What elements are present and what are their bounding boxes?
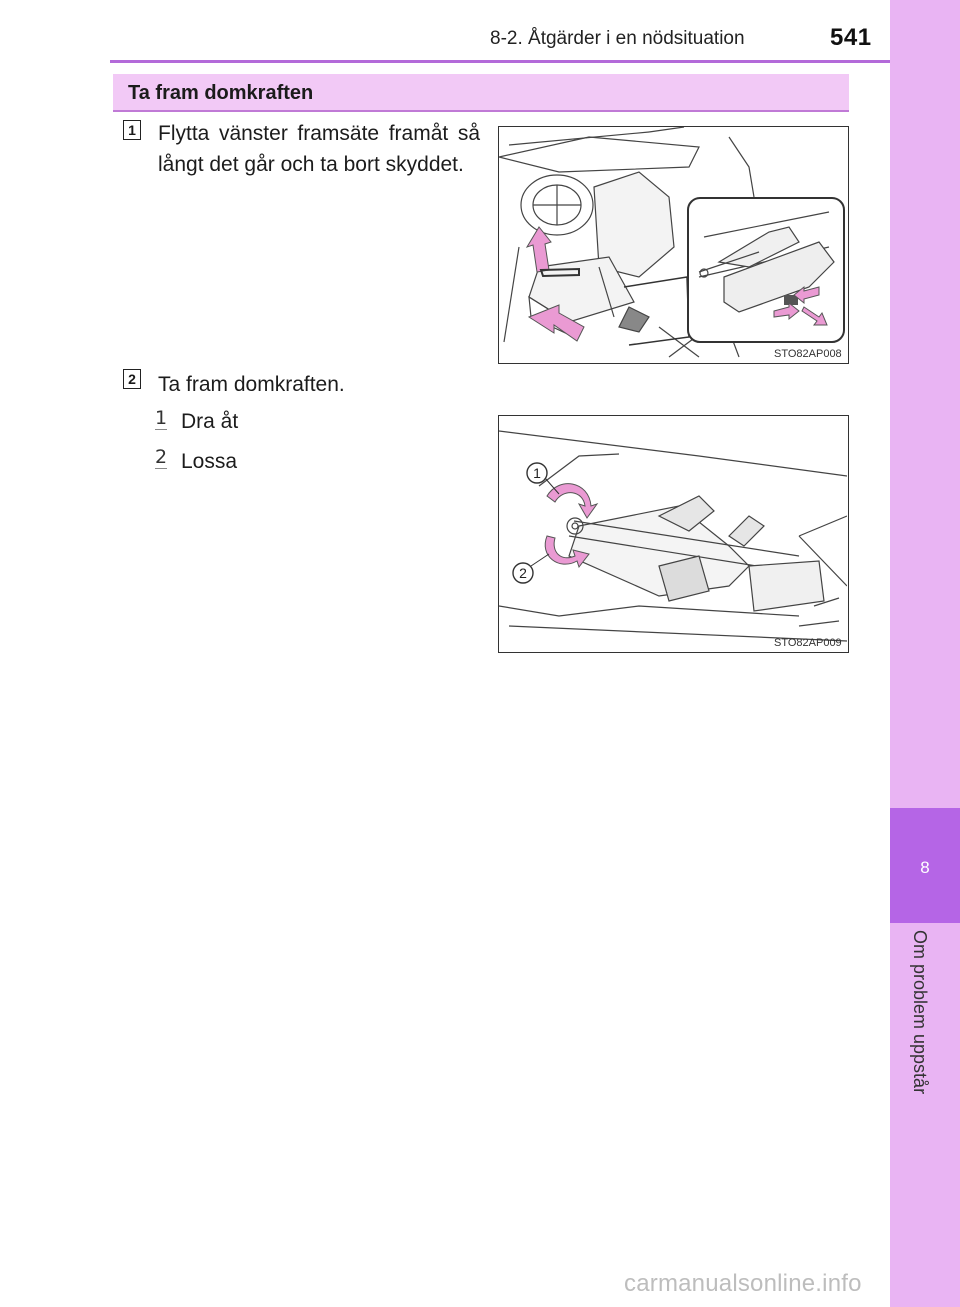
chapter-number: 8 xyxy=(920,858,930,877)
illustration-code-1: STO82AP008 xyxy=(774,348,842,360)
illustration-seat-cover xyxy=(498,126,849,364)
watermark: carmanualsonline.info xyxy=(624,1270,862,1297)
step-text-2: Ta fram domkraften. xyxy=(158,373,345,396)
header-section-title: 8-2. Åtgärder i en nödsituation xyxy=(490,28,745,49)
chapter-title: Om problem uppstår xyxy=(910,930,930,1095)
substep-text-1: Dra åt xyxy=(181,410,239,433)
section-banner xyxy=(113,74,849,112)
callout-tighten: 1 xyxy=(533,465,541,481)
substep-marker-1: 1 xyxy=(155,407,168,429)
illustration-jack xyxy=(498,415,849,653)
jack-drawing xyxy=(499,416,847,651)
step-text-1: Flytta vänster framsäte framåt så långt det går och ta bort skyddet. xyxy=(158,122,480,176)
substep-text-2: Lossa xyxy=(181,450,238,473)
seat-cover-drawing xyxy=(499,127,847,362)
step-number-2: 2 xyxy=(123,369,141,389)
page-number: 541 xyxy=(830,24,872,51)
header-divider xyxy=(110,60,890,63)
callout-loosen: 2 xyxy=(519,565,527,581)
step-number-1: 1 xyxy=(123,120,141,140)
substep-marker-2: 2 xyxy=(155,446,168,468)
illustration-code-2: STO82AP009 xyxy=(774,637,842,649)
section-title: Ta fram domkraften xyxy=(128,82,314,104)
